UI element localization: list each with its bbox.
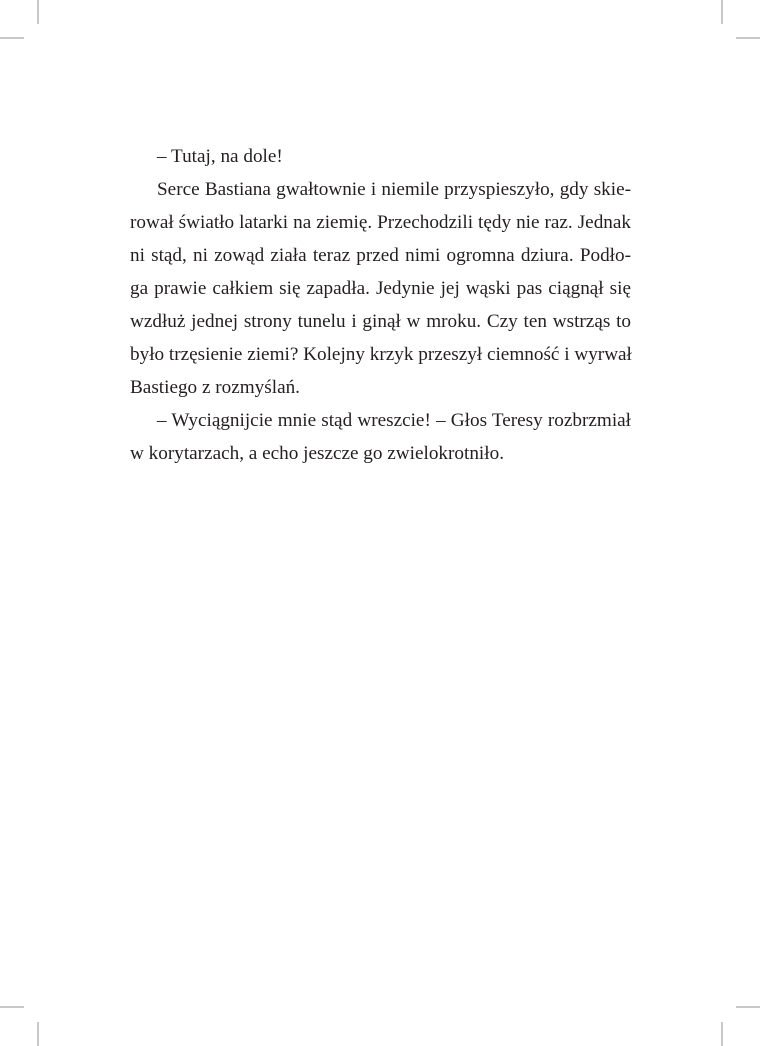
text-line: ni stąd, ni zowąd ziała teraz przed nimi ogromna dziura. Podło- <box>130 245 631 266</box>
crop-mark-top-left-horizontal <box>0 37 24 39</box>
text-line: Serce Bastiana gwałtownie i niemile przyspieszyło, gdy skie- <box>157 179 631 200</box>
crop-mark-bottom-left-horizontal <box>0 1006 24 1008</box>
crop-mark-bottom-left-vertical <box>37 1022 39 1046</box>
text-line: było trzęsienie ziemi? Kolejny krzyk przeszył ciemność i wyrwał <box>130 344 632 365</box>
text-line: – Tutaj, na dole! <box>157 146 283 167</box>
crop-mark-top-right-vertical <box>721 0 723 24</box>
text-line: Bastiego z rozmyślań. <box>130 377 300 398</box>
book-page-text <box>130 140 631 470</box>
crop-mark-bottom-right-horizontal <box>736 1006 760 1008</box>
text-line: wzdłuż jednej strony tunelu i ginął w mroku. Czy ten wstrząs to <box>130 311 631 332</box>
text-line: – Wyciągnijcie mnie stąd wreszcie! – Głos Teresy rozbrzmiał <box>157 410 631 431</box>
text-line: w korytarzach, a echo jeszcze go zwielokrotniło. <box>130 443 504 464</box>
crop-mark-top-left-vertical <box>37 0 39 24</box>
crop-mark-top-right-horizontal <box>736 37 760 39</box>
text-line: rował światło latarki na ziemię. Przechodzili tędy nie raz. Jednak <box>130 212 631 233</box>
text-line: ga prawie całkiem się zapadła. Jedynie jej wąski pas ciągnął się <box>130 278 631 299</box>
crop-mark-bottom-right-vertical <box>721 1022 723 1046</box>
